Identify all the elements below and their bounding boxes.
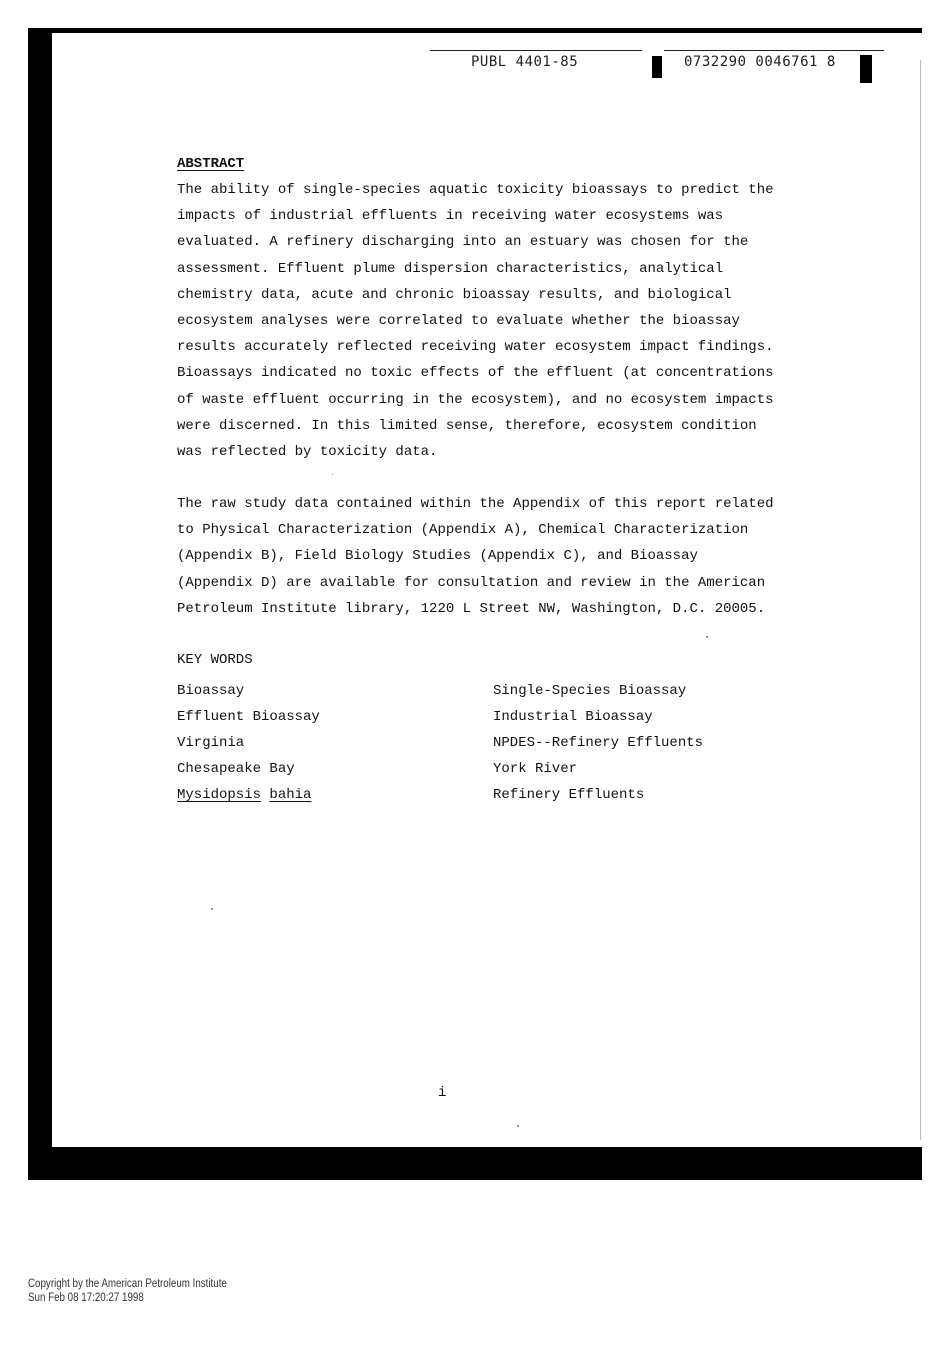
header-rule-left (430, 50, 642, 51)
abstract-paragraph: The ability of single-species aquatic toxicity bioassays to predict the impacts of industrial effluents in receiving water ecosystems was evaluated. A refinery discharging into an estuary was chosen for the assessment. Effluent plume dispersion characteristics, analytical chemistry data, acute and chronic bioassay results, and biological ecosystem analyses were correlated to evaluate whether the bioassay results accurately reflected receiving water ecosystem impact findings. Bioassays indicated no toxic effects of the effluent (at concentrations of waste effluent occurring in the ecosystem), and no ecosystem impacts were discerned. In this limited sense, therefore, ecosystem condition was reflected by toxicity data. (177, 182, 774, 461)
header-marker-bar (652, 56, 662, 78)
keyword-item: Effluent Bioassay (177, 709, 320, 725)
keyword-item: Bioassay (177, 683, 245, 699)
keywords-left-column (177, 678, 320, 808)
abstract-heading: ABSTRACT (177, 156, 245, 172)
copyright-footer (28, 1277, 227, 1305)
scan-speck (211, 908, 213, 910)
page-edge-shadow (920, 60, 921, 1140)
species-epithet: bahia (269, 787, 312, 803)
header-rule-right (664, 50, 884, 51)
document-code: 0732290 0046761 8 (684, 54, 836, 70)
scan-speck (517, 1125, 519, 1127)
publication-number: PUBL 4401-85 (471, 54, 579, 70)
copyright-text: Copyright by the American Petroleum Institute (28, 1278, 227, 1290)
scan-speck (706, 636, 708, 638)
copyright-timestamp: Sun Feb 08 17:20:27 1998 (28, 1292, 144, 1304)
keyword-item: Refinery Effluents (493, 787, 645, 803)
keywords-right-column (493, 678, 703, 808)
keyword-item: Single-Species Bioassay (493, 683, 687, 699)
keyword-item: Chesapeake Bay (177, 761, 295, 777)
keyword-item: NPDES--Refinery Effluents (493, 735, 704, 751)
scan-speck (332, 474, 333, 475)
keyword-item-species (177, 782, 320, 808)
species-genus: Mysidopsis (177, 787, 262, 803)
keyword-item: Virginia (177, 735, 245, 751)
appendix-paragraph: The raw study data contained within the Appendix of this report related to Physical Characterization (Appendix A), Chemical Characterization (Appendix B), Field Biology Studies (Appendix C), and Bioassay (Appendix D) are available for consultation and review in the American Petroleum Institute library, 1220 L Street NW, Washington, D.C. 20005. (177, 496, 774, 617)
header-marker-bar-right (860, 55, 872, 83)
keyword-item: York River (493, 761, 578, 777)
keyword-item: Industrial Bioassay (493, 709, 653, 725)
page-number: i (438, 1085, 447, 1101)
keywords-heading: KEY WORDS (177, 652, 253, 668)
